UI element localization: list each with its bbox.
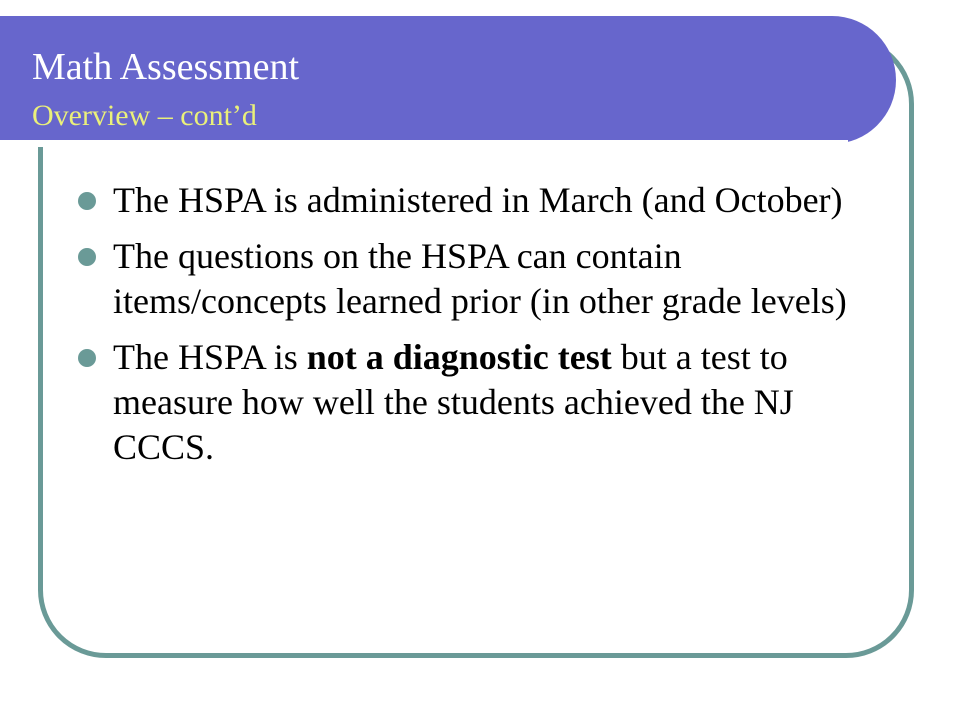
title-bar <box>0 16 896 144</box>
bullet-item <box>78 234 878 324</box>
bullet-item <box>78 178 878 223</box>
slide-title: Math Assessment <box>32 46 300 88</box>
bullet-dot-icon <box>78 349 96 367</box>
bullet-text-suffix: but a test to measure how well the students achieved the NJ CCCS. <box>113 337 794 467</box>
bullet-dot-icon <box>78 248 96 266</box>
bullet-text-emphasis: not a diagnostic test <box>306 337 612 377</box>
title-underline <box>0 140 848 147</box>
bullet-list <box>78 178 878 481</box>
bullet-item <box>78 335 878 470</box>
bullet-dot-icon <box>78 192 96 210</box>
bullet-text: The questions on the HSPA can contain items/concepts learned prior (in other grade levels) <box>113 236 847 321</box>
slide-subtitle: Overview – cont’d <box>32 99 257 132</box>
bullet-text-prefix: The HSPA is <box>113 337 307 377</box>
bullet-text: The HSPA is administered in March (and October) <box>113 180 843 220</box>
